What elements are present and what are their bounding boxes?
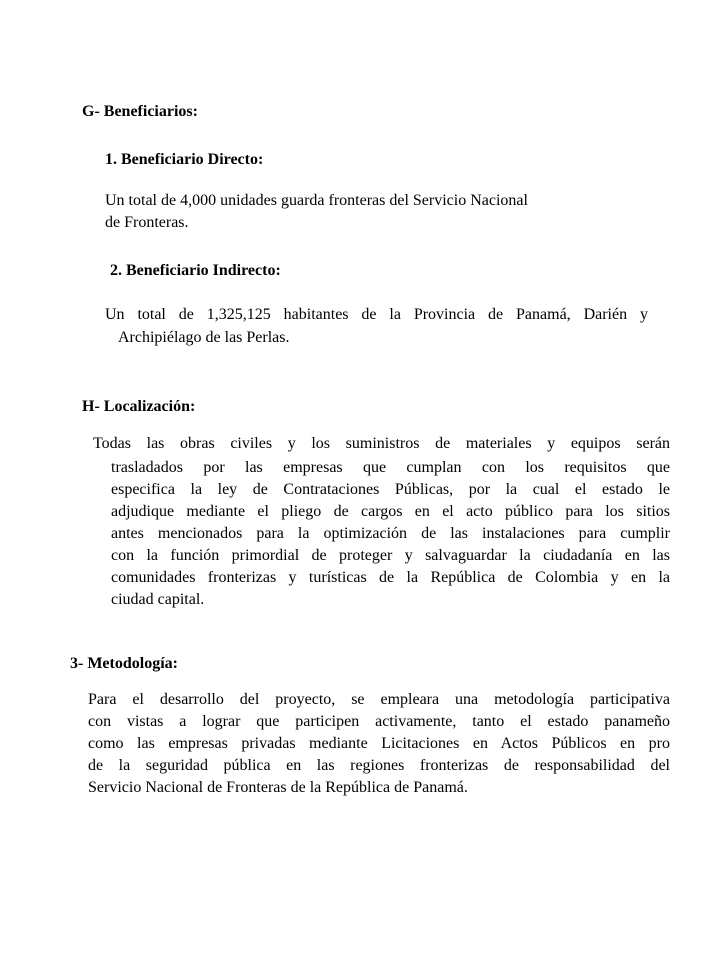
direct-beneficiary-line: Un total de 4,000 unidades guarda fronteras del Servicio Nacional xyxy=(105,192,528,209)
methodology-line: Servicio Nacional de Fronteras de la República de Panamá. xyxy=(88,779,468,796)
indirect-beneficiary-line: Un total de 1,325,125 habitantes de la Provincia de Panamá, Darién y xyxy=(105,306,648,323)
methodology-paragraph xyxy=(88,689,670,799)
location-line: trasladados por las empresas que cumplan con los requisitos que xyxy=(111,459,670,476)
location-line: adjudique mediante el pliego de cargos en el acto público para los sitios xyxy=(111,503,670,520)
location-paragraph xyxy=(93,433,670,455)
location-line: antes mencionados para la optimización de las instalaciones para cumplir xyxy=(111,525,670,542)
location-paragraph-cont xyxy=(111,457,670,611)
location-line: comunidades fronterizas y turísticas de la República de Colombia y en la xyxy=(111,569,670,586)
direct-beneficiary-heading: 1. Beneficiario Directo: xyxy=(105,151,264,168)
methodology-line: con vistas a lograr que participen activamente, tanto el estado panameño xyxy=(88,713,670,730)
indirect-beneficiary-line: Archipiélago de las Perlas. xyxy=(118,329,290,346)
location-line: ciudad capital. xyxy=(111,591,205,608)
location-line: con la función primordial de proteger y salvaguardar la ciudadanía en las xyxy=(111,547,670,564)
section-3-heading: 3- Metodología: xyxy=(70,655,178,672)
section-g-heading: G- Beneficiarios: xyxy=(82,103,198,120)
indirect-beneficiary-heading: 2. Beneficiario Indirecto: xyxy=(110,262,281,279)
indirect-beneficiary-paragraph xyxy=(105,304,648,326)
methodology-line: como las empresas privadas mediante Licitaciones en Actos Públicos en pro xyxy=(88,735,670,752)
location-line: especifica la ley de Contrataciones Públicas, por la cual el estado le xyxy=(111,481,670,498)
location-line: Todas las obras civiles y los suministros de materiales y equipos serán xyxy=(93,435,670,452)
section-h-heading: H- Localización: xyxy=(82,398,196,415)
direct-beneficiary-line: de Fronteras. xyxy=(105,214,189,231)
methodology-line: Para el desarrollo del proyecto, se empleara una metodología participativa xyxy=(88,691,670,708)
methodology-line: de la seguridad pública en las regiones fronterizas de responsabilidad del xyxy=(88,757,670,774)
